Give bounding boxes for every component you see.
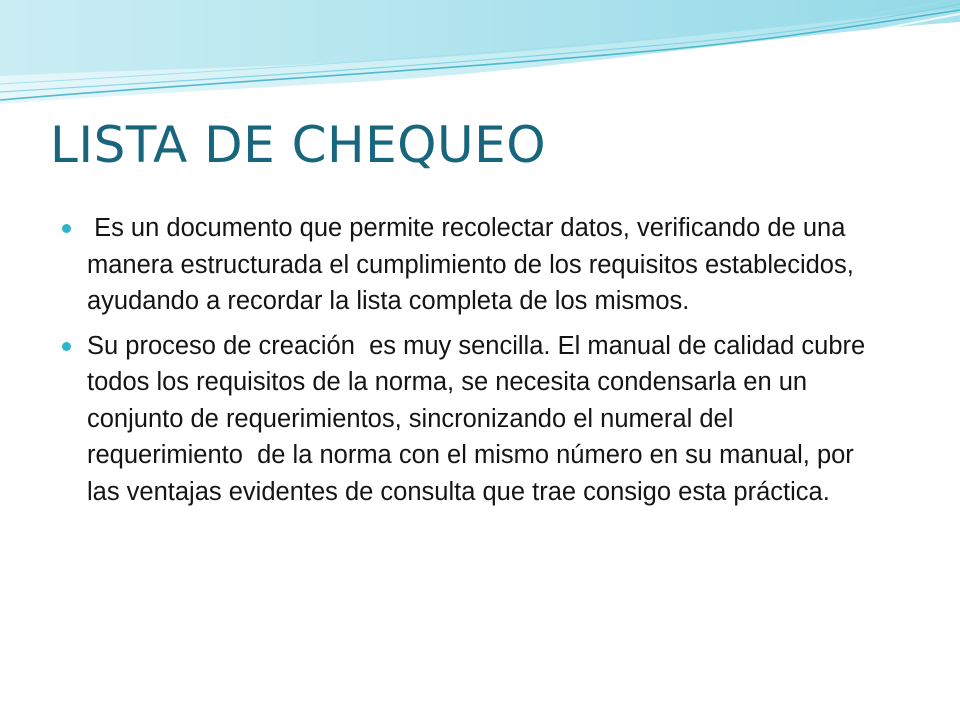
bullet-list: [62, 210, 892, 510]
slide-title: LISTA DE CHEQUEO: [50, 116, 547, 174]
bullet-dot-icon: [62, 224, 71, 233]
bullet-item: [62, 328, 892, 511]
top-wave-decoration: [0, 0, 960, 120]
bullet-text: Su proceso de creación es muy sencilla. El manual de calidad cubre todos los requisitos de la norma, se necesita condensarla en un conjunto de requerimientos, sincronizando el numeral del requerimiento de la norma con el mismo número en su manual, por las ventajas evidentes de consulta que trae consigo esta práctica.: [87, 331, 873, 506]
bullet-text: Es un documento que permite recolectar datos, verificando de una manera estructurada el cumplimiento de los requisitos establecidos, ayudando a recordar la lista completa de los mismos.: [87, 214, 861, 315]
bullet-item: [62, 210, 892, 320]
bullet-dot-icon: [62, 342, 71, 351]
